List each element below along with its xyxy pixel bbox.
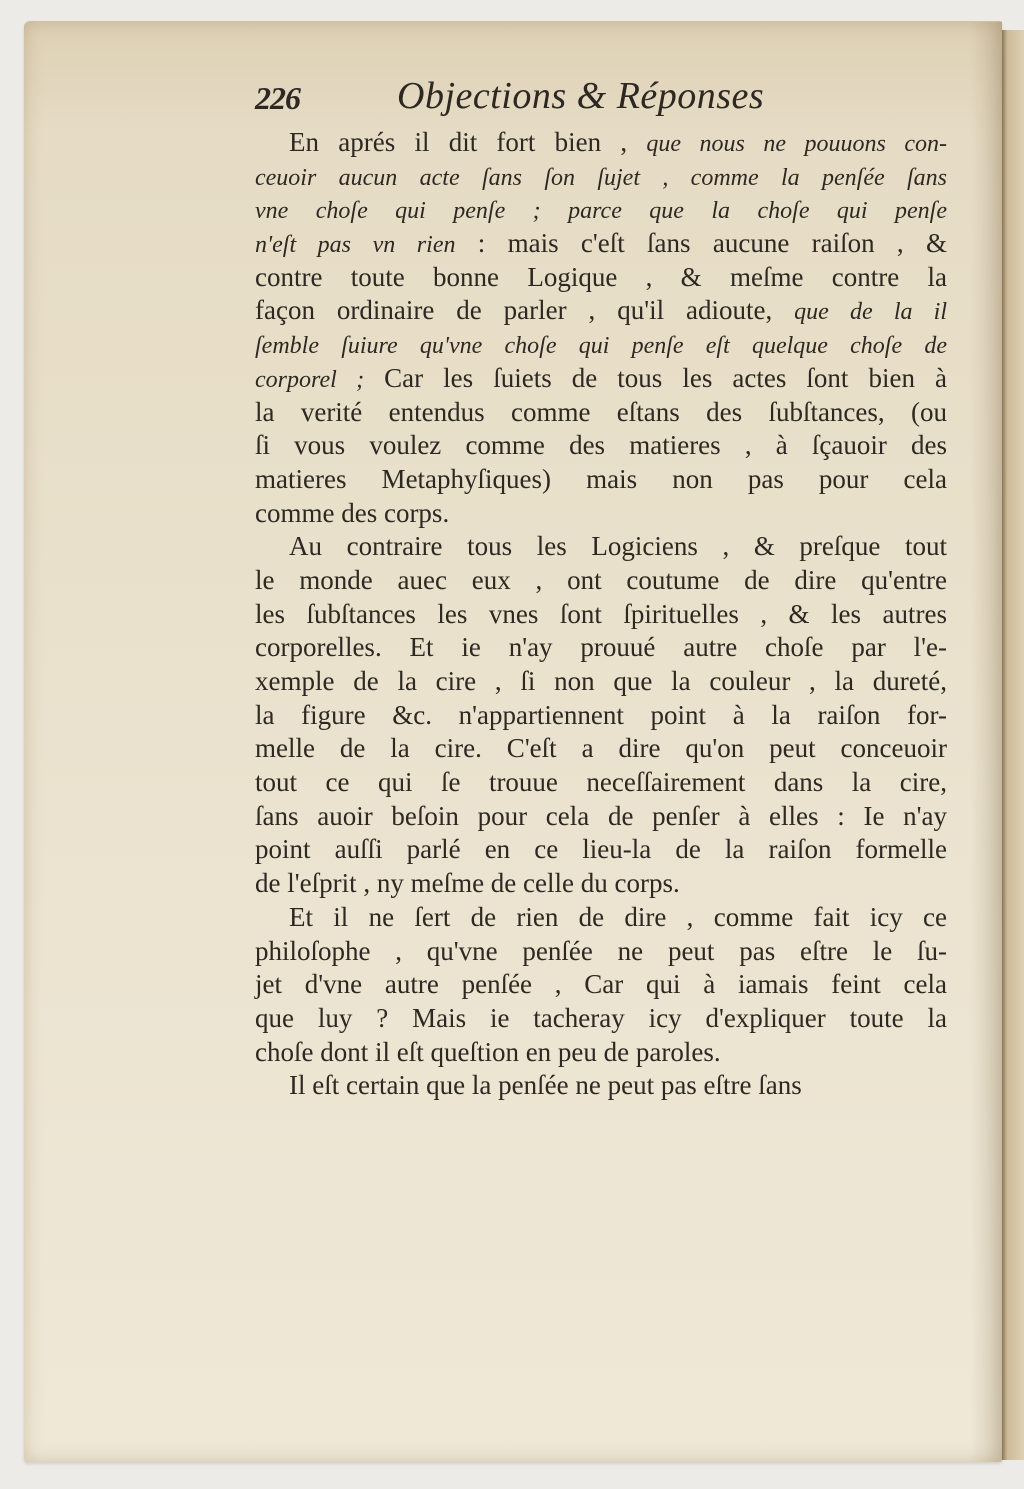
text-line xyxy=(255,901,947,935)
text-line xyxy=(255,497,947,531)
italic-quote-segment: que nous ne pouuons con- xyxy=(646,131,947,157)
text-line xyxy=(255,968,947,1002)
roman-text-segment: xemple de la cire , ſi non que la couleur , la dureté, xyxy=(255,666,947,696)
page-text xyxy=(255,74,947,1103)
roman-text-segment: Car les ſuiets de tous les actes ſont bien à xyxy=(364,362,947,393)
body-text xyxy=(255,126,947,1103)
text-line xyxy=(255,530,947,564)
text-line xyxy=(255,766,947,800)
roman-text-segment: point auſſi parlé en ce lieu-la de la raiſon formelle xyxy=(255,834,947,865)
italic-quote-segment: ceuoir aucun acte ſans ſon ſujet , comme la penſée ſans xyxy=(255,164,947,191)
running-title: Objections & Réponses xyxy=(397,75,765,117)
roman-text-segment: la verité entendus comme eſtans des ſubſtances, (ou xyxy=(255,396,947,427)
text-line xyxy=(255,294,947,328)
roman-text-segment: ſi vous voulez comme des matieres , à ſçauoir des xyxy=(255,430,947,461)
roman-text-segment: Il eſt certain que la penſée ne peut pas eſtre ſans xyxy=(289,1070,802,1101)
roman-text-segment: : mais c'eſt ſans aucune raiſon , & xyxy=(455,228,947,259)
roman-text-segment: façon ordinaire de parler , qu'il adioute, xyxy=(255,295,795,326)
text-line xyxy=(255,833,947,867)
text-line xyxy=(255,665,947,699)
paragraph xyxy=(255,126,947,530)
text-line xyxy=(255,631,947,665)
roman-text-segment: le monde auec eux , ont coutume de dire qu'entre xyxy=(255,564,947,595)
text-line xyxy=(255,396,947,430)
roman-text-segment: philoſophe , qu'vne penſée ne peut pas eſtre le ſu- xyxy=(255,935,947,966)
italic-quote-segment: n'eſt pas vn rien xyxy=(255,232,456,259)
roman-text-segment: melle de la cire. C'eſt a dire qu'on peut conceuoir xyxy=(255,733,947,764)
roman-text-segment: corporelles. Et ie n'ay prouué autre choſe par l'e- xyxy=(255,632,947,663)
paragraph xyxy=(255,901,947,1069)
text-line xyxy=(255,429,947,463)
text-line xyxy=(255,463,947,497)
text-line xyxy=(255,564,947,598)
roman-text-segment: jet d'vne autre penſée , Car qui à iamais feint cela xyxy=(255,969,947,1000)
book-spine-edge xyxy=(1002,30,1024,1460)
paragraph xyxy=(255,1069,947,1103)
text-line xyxy=(255,261,947,295)
roman-text-segment: contre toute bonne Logique , & meſme contre la xyxy=(255,261,947,292)
roman-text-segment: En aprés il dit fort bien , xyxy=(289,127,647,157)
text-line xyxy=(255,1036,947,1070)
text-line xyxy=(255,935,947,969)
page-number: 226 xyxy=(255,80,300,116)
running-head xyxy=(255,74,947,126)
text-line xyxy=(255,867,947,901)
text-line xyxy=(255,193,947,227)
italic-quote-segment: que de la il xyxy=(794,299,948,326)
roman-text-segment: tout ce qui ſe trouue neceſſairement dans la cire, xyxy=(255,767,947,798)
roman-text-segment: matieres Metaphyſiques) mais non pas pour cela xyxy=(255,463,947,494)
paragraph xyxy=(255,530,947,901)
roman-text-segment: ſans auoir beſoin pour cela de penſer à elles : Ie n'ay xyxy=(255,800,947,831)
roman-text-segment: choſe dont il eſt queſtion en peu de paroles. xyxy=(255,1036,721,1067)
text-line xyxy=(255,1002,947,1036)
text-line xyxy=(255,598,947,632)
roman-text-segment: Au contraire tous les Logiciens , & preſque tout xyxy=(289,531,947,562)
roman-text-segment: de l'eſprit , ny meſme de celle du corps. xyxy=(255,868,680,899)
italic-quote-segment: corporel ; xyxy=(255,366,365,393)
text-line xyxy=(255,126,947,160)
text-line xyxy=(255,800,947,834)
roman-text-segment: que luy ? Mais ie tacheray icy d'expliquer toute la xyxy=(255,1002,947,1033)
text-line xyxy=(255,699,947,733)
text-line xyxy=(255,362,947,396)
italic-quote-segment: ſemble ſuiure qu'vne choſe qui penſe eſt quelque choſe de xyxy=(255,333,947,360)
text-line xyxy=(255,160,947,194)
roman-text-segment: comme des corps. xyxy=(255,497,450,528)
roman-text-segment: Et il ne ſert de rien de dire , comme fait icy ce xyxy=(289,901,947,932)
text-line xyxy=(255,227,947,261)
text-line xyxy=(255,1069,947,1103)
gutter-shadow xyxy=(970,22,1002,1462)
text-line xyxy=(255,328,947,362)
roman-text-segment: la figure &c. n'appartiennent point à la raiſon for- xyxy=(255,699,947,730)
italic-quote-segment: vne choſe qui penſe ; parce que la choſe qui penſe xyxy=(255,198,947,225)
text-line xyxy=(255,732,947,766)
roman-text-segment: les ſubſtances les vnes ſont ſpirituelles , & les autres xyxy=(255,598,947,629)
